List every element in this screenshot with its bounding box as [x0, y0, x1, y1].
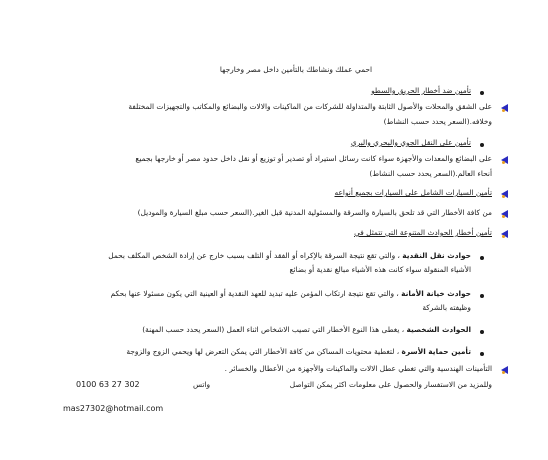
bullet-dot — [480, 143, 484, 147]
accident-title: تأمين حماية الأسرة — [401, 347, 471, 356]
bullet-dot — [480, 91, 484, 95]
transport-line-1: على البضائع والمعدات والأجهزة سواء كانت رسائل استيراد أو تصدير أو توزيع أو نقل داخل حدود مصر أو خارجها بجميع — [135, 154, 492, 163]
accident-item-breach-of-trust — [111, 287, 471, 301]
contact-line: وللمزيد من الاستفسار والحصول على معلومات اكثر يمكن التواصل — [289, 380, 492, 389]
arrow-bullet-icon — [501, 190, 508, 198]
fire-line-1: على الشقق والمحلات والأصول الثابتة والمتداولة للشركات من الماكينات والالات والبضائع والمكاتب والتجهيزات المختلفة — [128, 102, 492, 111]
arrow-bullet-icon — [501, 210, 508, 218]
heading-accidents: تأمين أخطار الحوادث المتنوعة التي تتمثل في — [354, 228, 492, 237]
accident-text: ، يغطى هذا النوع الأخطار التي تصيب الاشخاص اثناء العمل (السعر يحدد حسب المهنة) — [142, 325, 407, 334]
engineering-line: التأمينات الهندسية والتي تغطي عطل الالات والماكينات والأجهزة من الأعطال والخسائر . — [224, 364, 492, 373]
cars-line: من كافة الأخطار التي قد تلحق بالسيارة والسرقة والمسئولية المدنية قبل الغير.(السعر حسب مبلغ السيارة والموديل) — [137, 208, 492, 217]
heading-cars: تأمين السيارات الشامل على السيارات بجميع أنواعه — [334, 188, 492, 197]
accident-cash-line-2: الأشياء المنقولة سواء كانت هذه الأشياء مبالغ نقدية أو بضائع — [289, 265, 471, 274]
bullet-dot — [480, 330, 484, 334]
accident-title: حوادث خيانة الأمانة — [401, 289, 471, 298]
heading-transport: تأمين على النقل الجوي والبحري والبري — [350, 138, 471, 147]
accident-item-personal — [142, 323, 471, 337]
phone-number: 0100 63 27 302 — [76, 380, 140, 389]
heading-fire-burglary: تأمين ضد أخطار الحريق والسطو — [371, 86, 471, 95]
accident-title: الحوادث الشخصية — [406, 325, 471, 334]
arrow-bullet-icon — [501, 230, 508, 238]
accident-item-cash-transport — [108, 249, 471, 263]
accident-text: ، والتي تقع نتيجة السرقة بالإكراه أو الفقد أو التلف بسبب خارج عن إرادة الشخص المكلف بحمل — [108, 251, 403, 260]
arrow-bullet-icon — [501, 366, 508, 374]
accident-breach-line-2: وظيفته بالشركة — [422, 303, 471, 312]
accident-title: حوادث نقل النقدية — [402, 251, 471, 260]
accident-text: ، والتي تقع نتيجة ارتكاب المؤمن عليه تبديد للعهد النقدية أو العينية التي يكون مسئولا عنها بحكم — [110, 289, 402, 298]
whatsapp-label: واتس — [193, 380, 211, 389]
accident-text: ، لتغطية محتويات المساكن من كافة الأخطار التي يمكن التعرض لها ويحمي الزوج والزوجة — [126, 347, 402, 356]
email-address: mas27302@hotmail.com — [63, 404, 164, 413]
bullet-dot — [480, 256, 484, 260]
intro-line: احمي عملك ونشاطك بالتأمين داخل مصر وخارجها — [219, 65, 372, 74]
fire-line-2: وخلافه.(السعر يحدد حسب النشاط) — [383, 117, 492, 126]
arrow-bullet-icon — [501, 156, 508, 164]
bullet-dot — [480, 352, 484, 356]
transport-line-2: أنحاء العالم.(السعر يحدد حسب النشاط) — [369, 169, 492, 178]
arrow-bullet-icon — [501, 104, 508, 112]
accident-item-family — [126, 345, 471, 359]
bullet-dot — [480, 294, 484, 298]
